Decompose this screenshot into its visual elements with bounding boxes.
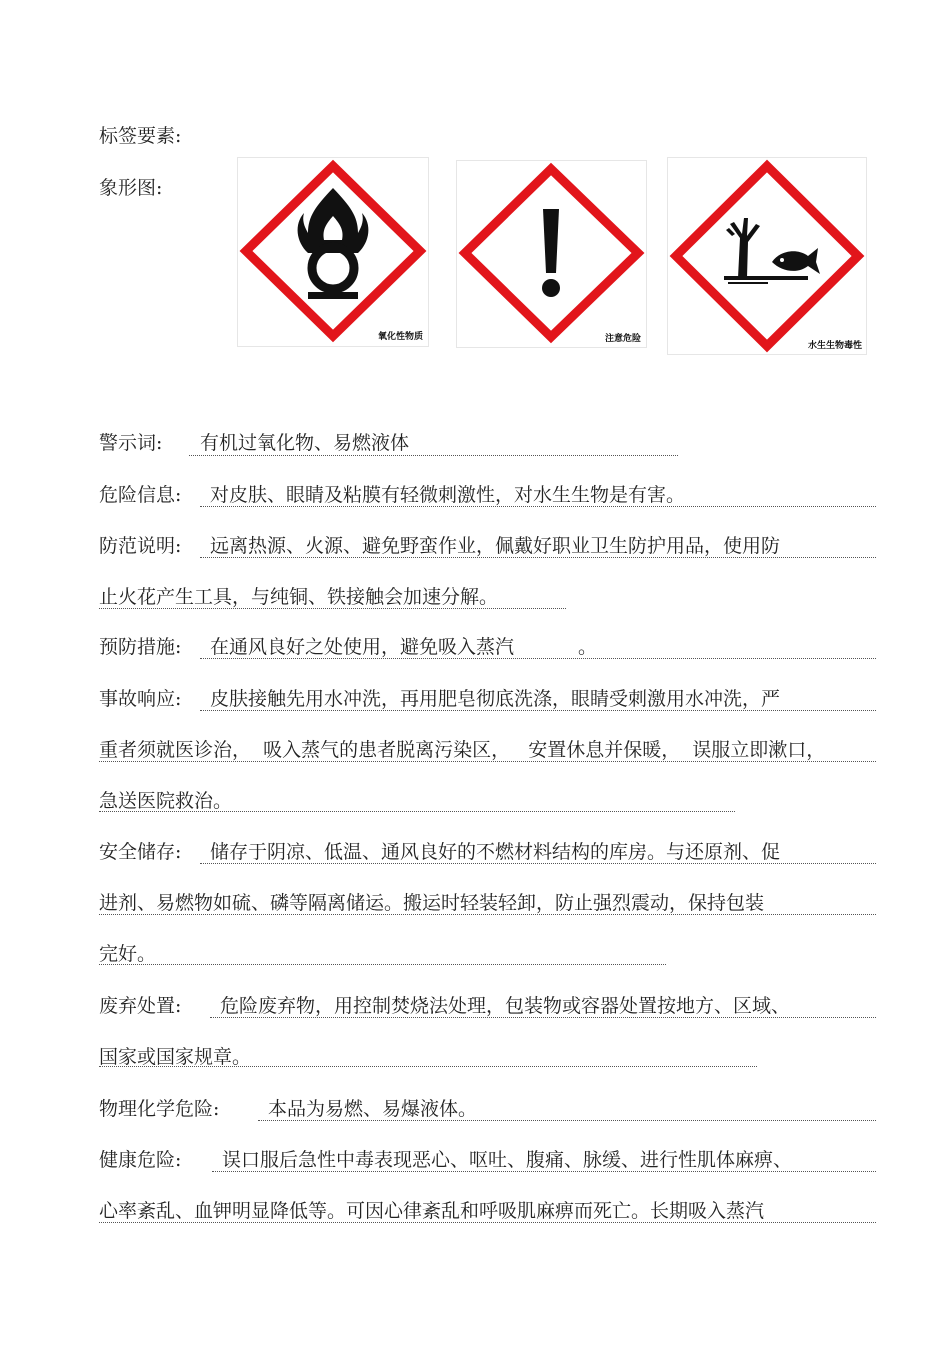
response-label: 事故响应:: [99, 688, 182, 710]
pictogram-oxidizer: [237, 157, 429, 347]
fill-line: [99, 811, 735, 812]
health-label: 健康危险:: [99, 1149, 182, 1171]
response-line-3: 急送医院救治。: [99, 790, 233, 812]
fill-line: [99, 1222, 876, 1223]
fill-line: [212, 1171, 876, 1172]
pictogram-caption: 氧化性物质: [377, 332, 423, 342]
flame-over-circle-icon: [238, 158, 428, 346]
fill-line: [200, 863, 876, 864]
fill-line: [189, 455, 678, 456]
label-elements-heading: 标签要素:: [99, 125, 182, 147]
hazard-info-label: 危险信息:: [99, 484, 182, 506]
signal-word-value: 有机过氧化物、易燃液体: [200, 432, 410, 454]
pictogram-warning: [456, 160, 647, 348]
storage-line-3: 完好。: [99, 943, 157, 965]
prevention-value: 在通风良好之处使用，避免吸入蒸汽: [210, 636, 515, 658]
precaution-line-2: 止火花产生工具，与纯铜、铁接触会加速分解。: [99, 586, 499, 608]
environment-dead-tree-fish-icon: [668, 158, 866, 354]
fill-line: [200, 557, 876, 558]
fill-line: [99, 914, 876, 915]
pictograms-label: 象形图:: [99, 177, 163, 199]
fill-line: [99, 1066, 757, 1067]
prevention-end: 。: [578, 636, 598, 658]
disposal-line-2: 国家或国家规章。: [99, 1046, 252, 1068]
pictogram-environment: [667, 157, 867, 355]
health-line-2: 心率紊乱、血钾明显降低等。可因心律紊乱和呼吸肌麻痹而死亡。长期吸入蒸汽: [99, 1200, 765, 1222]
fill-line: [200, 658, 876, 659]
precaution-line-1: 远离热源、火源、避免野蛮作业，佩戴好职业卫生防护用品，使用防: [210, 535, 781, 557]
storage-label: 安全储存:: [99, 841, 182, 863]
signal-word-label: 警示词:: [99, 432, 163, 454]
fill-line: [210, 1017, 876, 1018]
precaution-label: 防范说明:: [99, 535, 182, 557]
physchem-label: 物理化学危险:: [99, 1098, 220, 1120]
fill-line: [99, 964, 666, 965]
exclamation-mark-icon: [457, 161, 646, 347]
pictogram-caption: 注意危险: [604, 334, 641, 344]
health-line-1: 误口服后急性中毒表现恶心、呕吐、腹痛、脉缓、进行性肌体麻痹、: [222, 1149, 793, 1171]
response-line-2: 重者须就医诊治， 吸入蒸气的患者脱离污染区， 安置休息并保暖， 误服立即漱口，: [99, 739, 826, 761]
hazard-info-value: 对皮肤、眼睛及粘膜有轻微刺激性，对水生生物是有害。: [210, 484, 686, 506]
physchem-value: 本品为易燃、易爆液体。: [268, 1098, 478, 1120]
disposal-line-1: 危险废弃物，用控制焚烧法处理，包装物或容器处置按地方、区域、: [220, 995, 791, 1017]
fill-line: [200, 710, 876, 711]
fill-line: [200, 506, 876, 507]
prevention-label: 预防措施:: [99, 636, 182, 658]
fill-line: [99, 608, 566, 609]
storage-line-1: 储存于阴凉、低温、通风良好的不燃材料结构的库房。与还原剂、促: [210, 841, 781, 863]
response-line-1: 皮肤接触先用水冲洗，再用肥皂彻底洗涤，眼睛受刺激用水冲洗，严: [210, 688, 781, 710]
disposal-label: 废弃处置:: [99, 995, 182, 1017]
pictogram-caption: 水生生物毒性: [807, 341, 862, 351]
fill-line: [99, 761, 876, 762]
fill-line: [258, 1120, 876, 1121]
storage-line-2: 进剂、易燃物如硫、磷等隔离储运。搬运时轻装轻卸，防止强烈震动，保持包装: [99, 892, 765, 914]
